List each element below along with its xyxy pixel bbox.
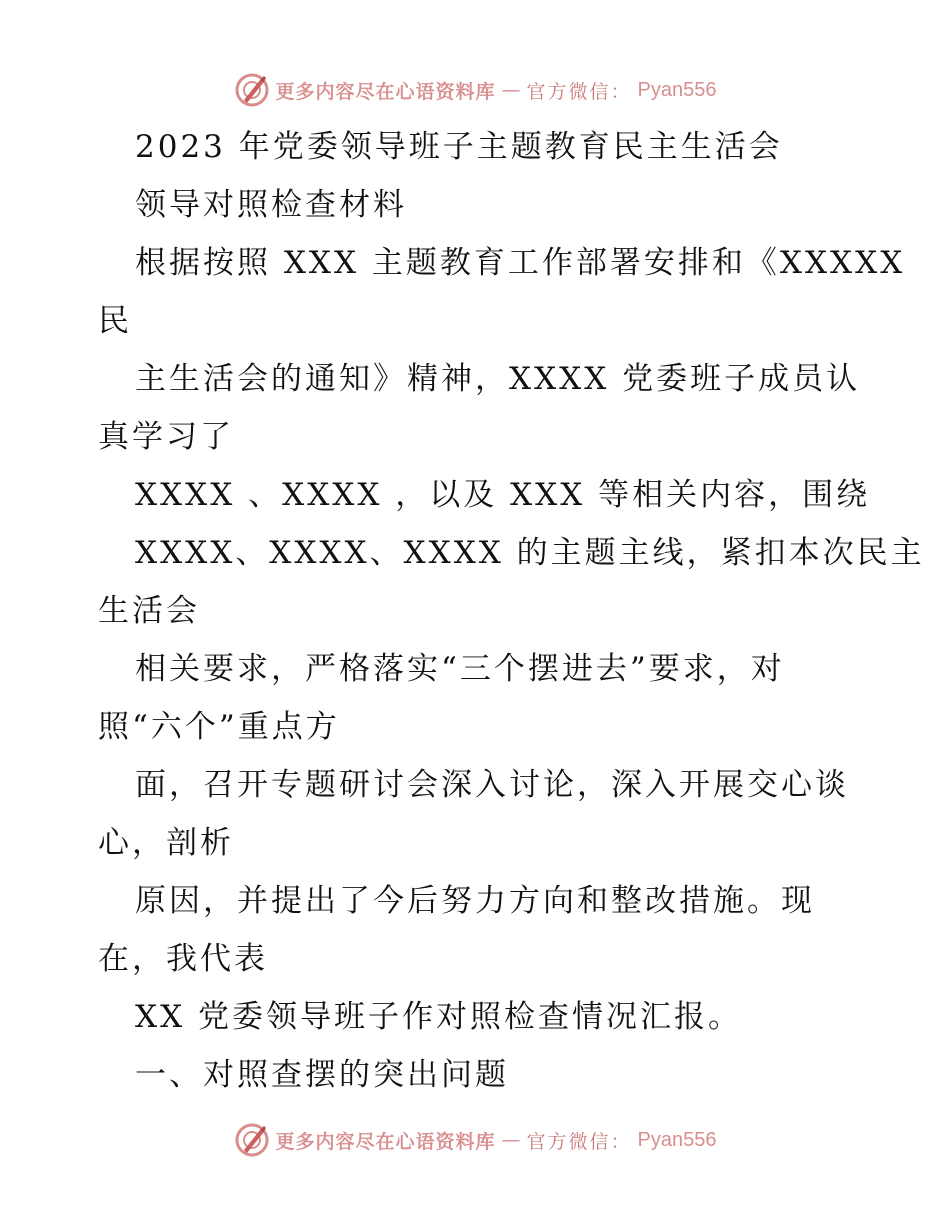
pen-logo-icon [234, 1122, 270, 1158]
document-line: 生活会 [98, 593, 200, 629]
document-line: 根据按照 XXX 主题教育工作部署安排和《XXXXX [135, 245, 906, 281]
document-line: 心，剖析 [98, 825, 234, 861]
section-heading: 一、对照查摆的突出问题 [135, 1057, 509, 1093]
document-line: XXXX、XXXX、XXXX 的主题主线，紧扣本次民主 [135, 535, 925, 571]
watermark-site-text: 更多内容尽在心语资料库 [275, 1130, 496, 1153]
document-line: 民 [98, 303, 132, 339]
pen-logo-icon [234, 72, 270, 108]
watermark-footer [0, 1120, 950, 1160]
document-line: 领导对照检查材料 [135, 187, 407, 223]
document-line: 主生活会的通知》精神，XXXX 党委班子成员认 [135, 361, 861, 397]
watermark-separator: — [501, 1129, 521, 1151]
document-line: 相关要求，严格落实“三个摆进去”要求，对 [135, 651, 785, 687]
document-line: 面，召开专题研讨会深入讨论，深入开展交心谈 [135, 767, 849, 803]
document-line: 照“六个”重点方 [98, 709, 340, 745]
document-line: 2023 年党委领导班子主题教育民主生活会 [135, 129, 783, 165]
document-body [98, 118, 925, 1104]
watermark-site-text: 更多内容尽在心语资料库 [275, 80, 496, 103]
watermark-separator: — [501, 79, 521, 101]
watermark-wechat-id: Pyan556 [637, 78, 717, 101]
document-line: XXXX 、XXXX ，以及 XXX 等相关内容，围绕 [135, 477, 871, 513]
watermark-official-label: 官方微信： [526, 1130, 632, 1153]
document-line: XX 党委领导班子作对照检查情况汇报。 [135, 999, 742, 1035]
document-line: 真学习了 [98, 419, 234, 455]
watermark-header [0, 70, 950, 110]
document-line: 在，我代表 [98, 941, 268, 977]
watermark-wechat-id: Pyan556 [637, 1128, 717, 1151]
watermark-official-label: 官方微信： [526, 80, 632, 103]
document-line: 原因，并提出了今后努力方向和整改措施。现 [135, 883, 815, 919]
